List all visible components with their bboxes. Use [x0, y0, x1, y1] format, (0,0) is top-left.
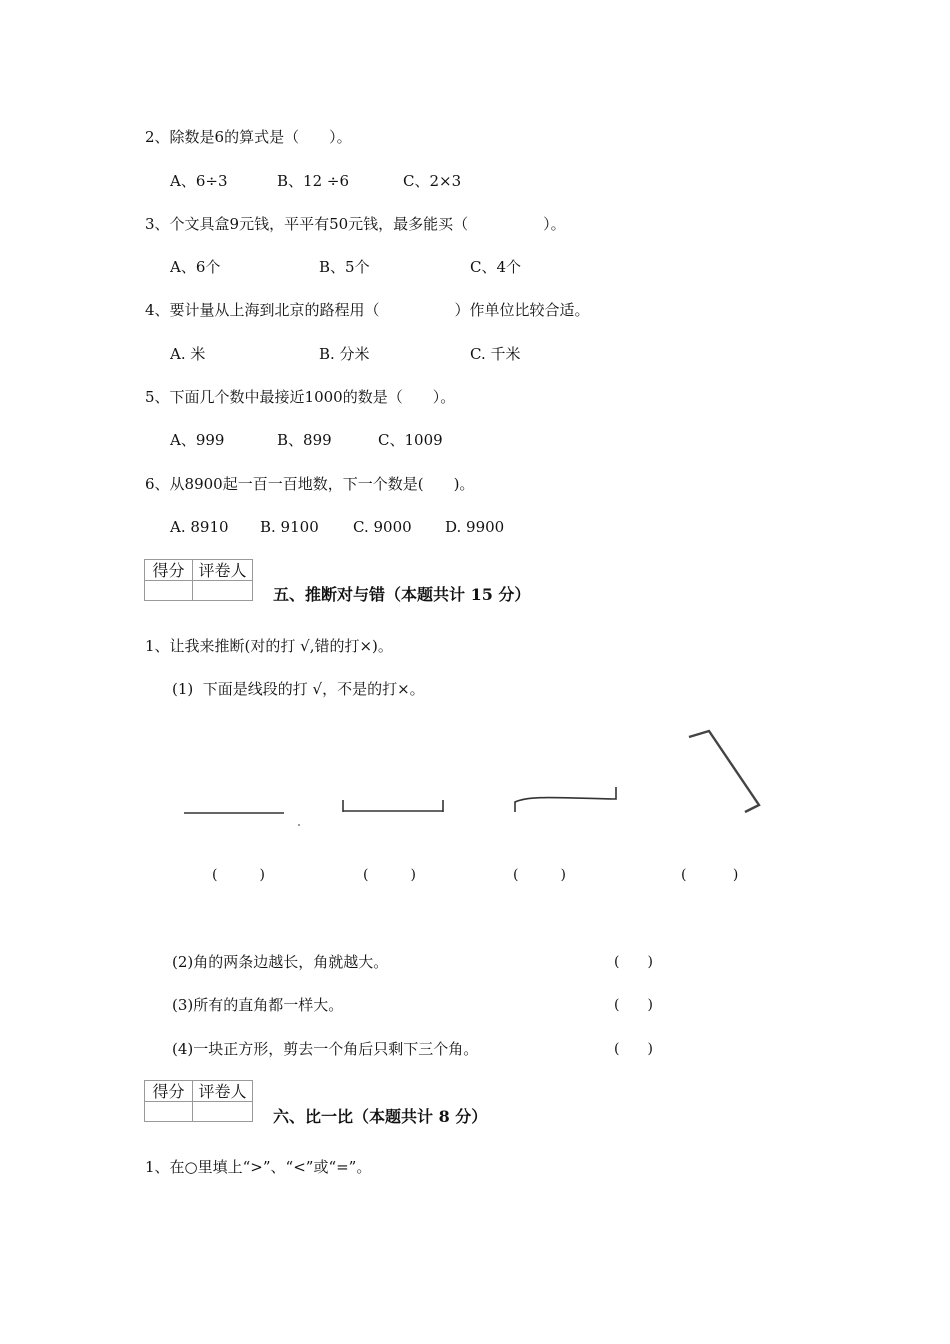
score-table — [144, 1080, 253, 1122]
figure-3-answer-blank[interactable]: ( ) — [513, 867, 566, 883]
question-5-option-a: A、999 — [170, 431, 225, 449]
section-5-title: 五、推断对与错（本题共计 15 分） — [273, 585, 531, 604]
grader-label: 评卷人 — [193, 1081, 252, 1102]
statement-3: (3)所有的直角都一样大。 — [172, 996, 344, 1014]
statement-2: (2)角的两条边越长，角就越大。 — [172, 953, 389, 971]
statement-4-answer-blank[interactable]: ( ) — [614, 1041, 653, 1057]
section-6-title: 六、比一比（本题共计 8 分） — [273, 1107, 488, 1126]
question-2-option-b: B、12 ÷6 — [277, 172, 349, 190]
question-2-stem: 2、除数是6的算式是（ ）。 — [145, 128, 352, 146]
question-5-option-c: C、1009 — [378, 431, 443, 449]
question-6-option-d: D. 9900 — [445, 518, 505, 536]
section-6-question-1: 1、在○里填上“>”、“<”或“=”。 — [145, 1158, 372, 1176]
score-label: 得分 — [145, 560, 193, 581]
figure-segment-with-end-marks — [343, 800, 443, 812]
question-5-option-b: B、899 — [277, 431, 332, 449]
section-5-sub-question-1: (1) 下面是线段的打 √，不是的打×。 — [172, 680, 425, 698]
figure-2-answer-blank[interactable]: ( ) — [363, 867, 416, 883]
question-6-option-a: A. 8910 — [170, 518, 229, 536]
statement-2-answer-blank[interactable]: ( ) — [614, 954, 653, 970]
figure-curved-line — [515, 787, 616, 812]
figure-bent-line — [689, 731, 759, 812]
grader-label: 评卷人 — [193, 560, 252, 581]
question-2-option-a: A、6÷3 — [170, 172, 228, 190]
question-6-option-b: B. 9100 — [260, 518, 319, 536]
question-6-stem: 6、从8900起一百一百地数，下一个数是( )。 — [145, 475, 475, 493]
question-4-option-b: B. 分米 — [319, 345, 370, 363]
score-label: 得分 — [145, 1081, 193, 1102]
question-5-stem: 5、下面几个数中最接近1000的数是（ ）。 — [145, 388, 456, 406]
question-6-option-c: C. 9000 — [353, 518, 412, 536]
question-3-stem: 3、个文具盒9元钱，平平有50元钱，最多能买（ ）。 — [145, 215, 566, 233]
section-5-question-1: 1、让我来推断(对的打 √,错的打×)。 — [145, 637, 393, 655]
question-4-option-c: C. 千米 — [470, 345, 521, 363]
figure-1-answer-blank[interactable]: ( ) — [212, 867, 265, 883]
question-3-option-c: C、4个 — [470, 258, 522, 276]
question-2-option-c: C、2×3 — [403, 172, 462, 190]
score-cell — [145, 1102, 193, 1122]
statement-4: (4)一块正方形，剪去一个角后只剩下三个角。 — [172, 1040, 479, 1058]
question-4-option-a: A. 米 — [170, 345, 206, 363]
question-3-option-a: A、6个 — [170, 258, 221, 276]
statement-3-answer-blank[interactable]: ( ) — [614, 997, 653, 1013]
question-4-stem: 4、要计量从上海到北京的路程用（ ）作单位比较合适。 — [145, 301, 590, 319]
figure-4-answer-blank[interactable]: ( ) — [681, 867, 739, 883]
figure-dot — [298, 824, 300, 826]
question-3-option-b: B、5个 — [319, 258, 370, 276]
